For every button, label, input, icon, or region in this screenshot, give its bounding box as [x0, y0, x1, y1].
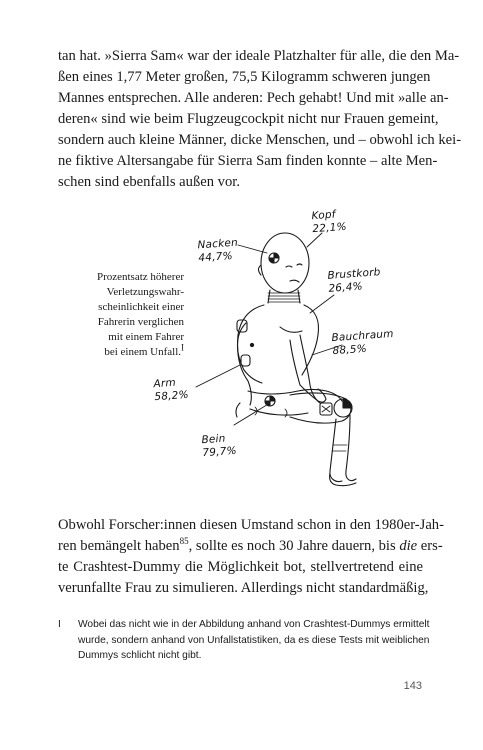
label-arm-value: 58,2%: [154, 388, 190, 404]
label-brustkorb-value: 26,4%: [328, 280, 364, 295]
text-line: deren« sind wie beim Flugzeugcockpit nicht nur Frauen gemeint,: [58, 111, 439, 127]
label-nacken-value: 44,7%: [198, 250, 234, 265]
label-kopf: [311, 208, 347, 236]
label-brustkorb: [327, 266, 382, 296]
footnote-line: wurde, sondern anhand von Unfallstatistiken, da es diese Tests mit weiblichen: [78, 634, 430, 646]
text-line: te Crashtest-Dummy die Möglichkeit bot, stellvertretend eine: [58, 559, 423, 575]
text-line: [58, 536, 443, 557]
text-line: Obwohl Forscher:innen diesen Umstand schon in den 1980er-Jah-: [58, 517, 444, 533]
label-kopf-name: Kopf: [311, 208, 337, 223]
text-line: ßen eines 1,77 Meter großen, 75,5 Kilogramm schweren jungen: [58, 69, 431, 85]
label-arm: [153, 376, 189, 404]
label-bein-value: 79,7%: [202, 444, 238, 460]
footnote-line: Dummys schlicht nicht gibt.: [78, 650, 202, 661]
footnote-line: Wobei das nicht wie in der Abbildung anhand von Crashtest-Dummys ermittelt: [78, 619, 430, 630]
label-nacken: [197, 237, 239, 266]
text-segment: , sollte es noch 30 Jahre dauern, bis: [188, 538, 400, 554]
text-line: schen sind ebenfalls außen vor.: [58, 174, 240, 190]
emphasis: die: [399, 538, 418, 554]
text-segment: ren bemängelt haben: [58, 538, 180, 554]
label-bauchraum-value: 88,5%: [332, 342, 368, 358]
paragraph-top: [58, 46, 462, 193]
text-line: tan hat. »Sierra Sam« war der ideale Platzhalter für alle, die den Ma-: [58, 48, 460, 64]
text-line: Mannes entsprechen. Alle anderen: Pech gehabt! Und mit »alle an-: [58, 90, 449, 106]
label-bein-name: Bein: [201, 432, 226, 447]
caption-line: Fahrerin verglichen: [97, 316, 184, 328]
caption-line: mit einem Fahrer: [108, 331, 184, 343]
caption-line: scheinlichkeit einer: [98, 301, 184, 313]
label-kopf-value: 22,1%: [312, 220, 348, 236]
text-segment: ers-: [417, 538, 443, 554]
caption-line-text: bei einem Unfall.: [104, 346, 181, 358]
footnote-text: [78, 617, 430, 664]
caption-line: Verletzungswahr-: [106, 286, 184, 298]
page-number: 143: [403, 680, 422, 692]
label-bein: [201, 432, 237, 460]
label-nacken-name: Nacken: [197, 236, 239, 252]
crash-dummy-figure: [140, 195, 395, 495]
footnote-reference: I: [181, 342, 184, 353]
footnote-number: I: [58, 619, 61, 630]
text-line: ne fiktive Altersangabe für Sierra Sam finden konnte – alte Men-: [58, 153, 438, 169]
text-line: sondern auch kleine Männer, dicke Menschen, und – obwohl ich kei-: [58, 132, 462, 148]
label-arm-name: Arm: [153, 376, 177, 391]
paragraph-bottom: [58, 515, 444, 599]
caption-line: Prozentsatz höherer: [96, 271, 184, 283]
endnote-reference: 85: [179, 536, 189, 547]
text-line: verunfallte Frau zu simulieren. Allerdings nicht standardmäßig,: [58, 580, 429, 596]
label-brustkorb-name: Brustkorb: [327, 266, 381, 282]
label-bauchraum: [331, 328, 395, 358]
label-bauchraum-name: Bauchraum: [331, 327, 395, 345]
